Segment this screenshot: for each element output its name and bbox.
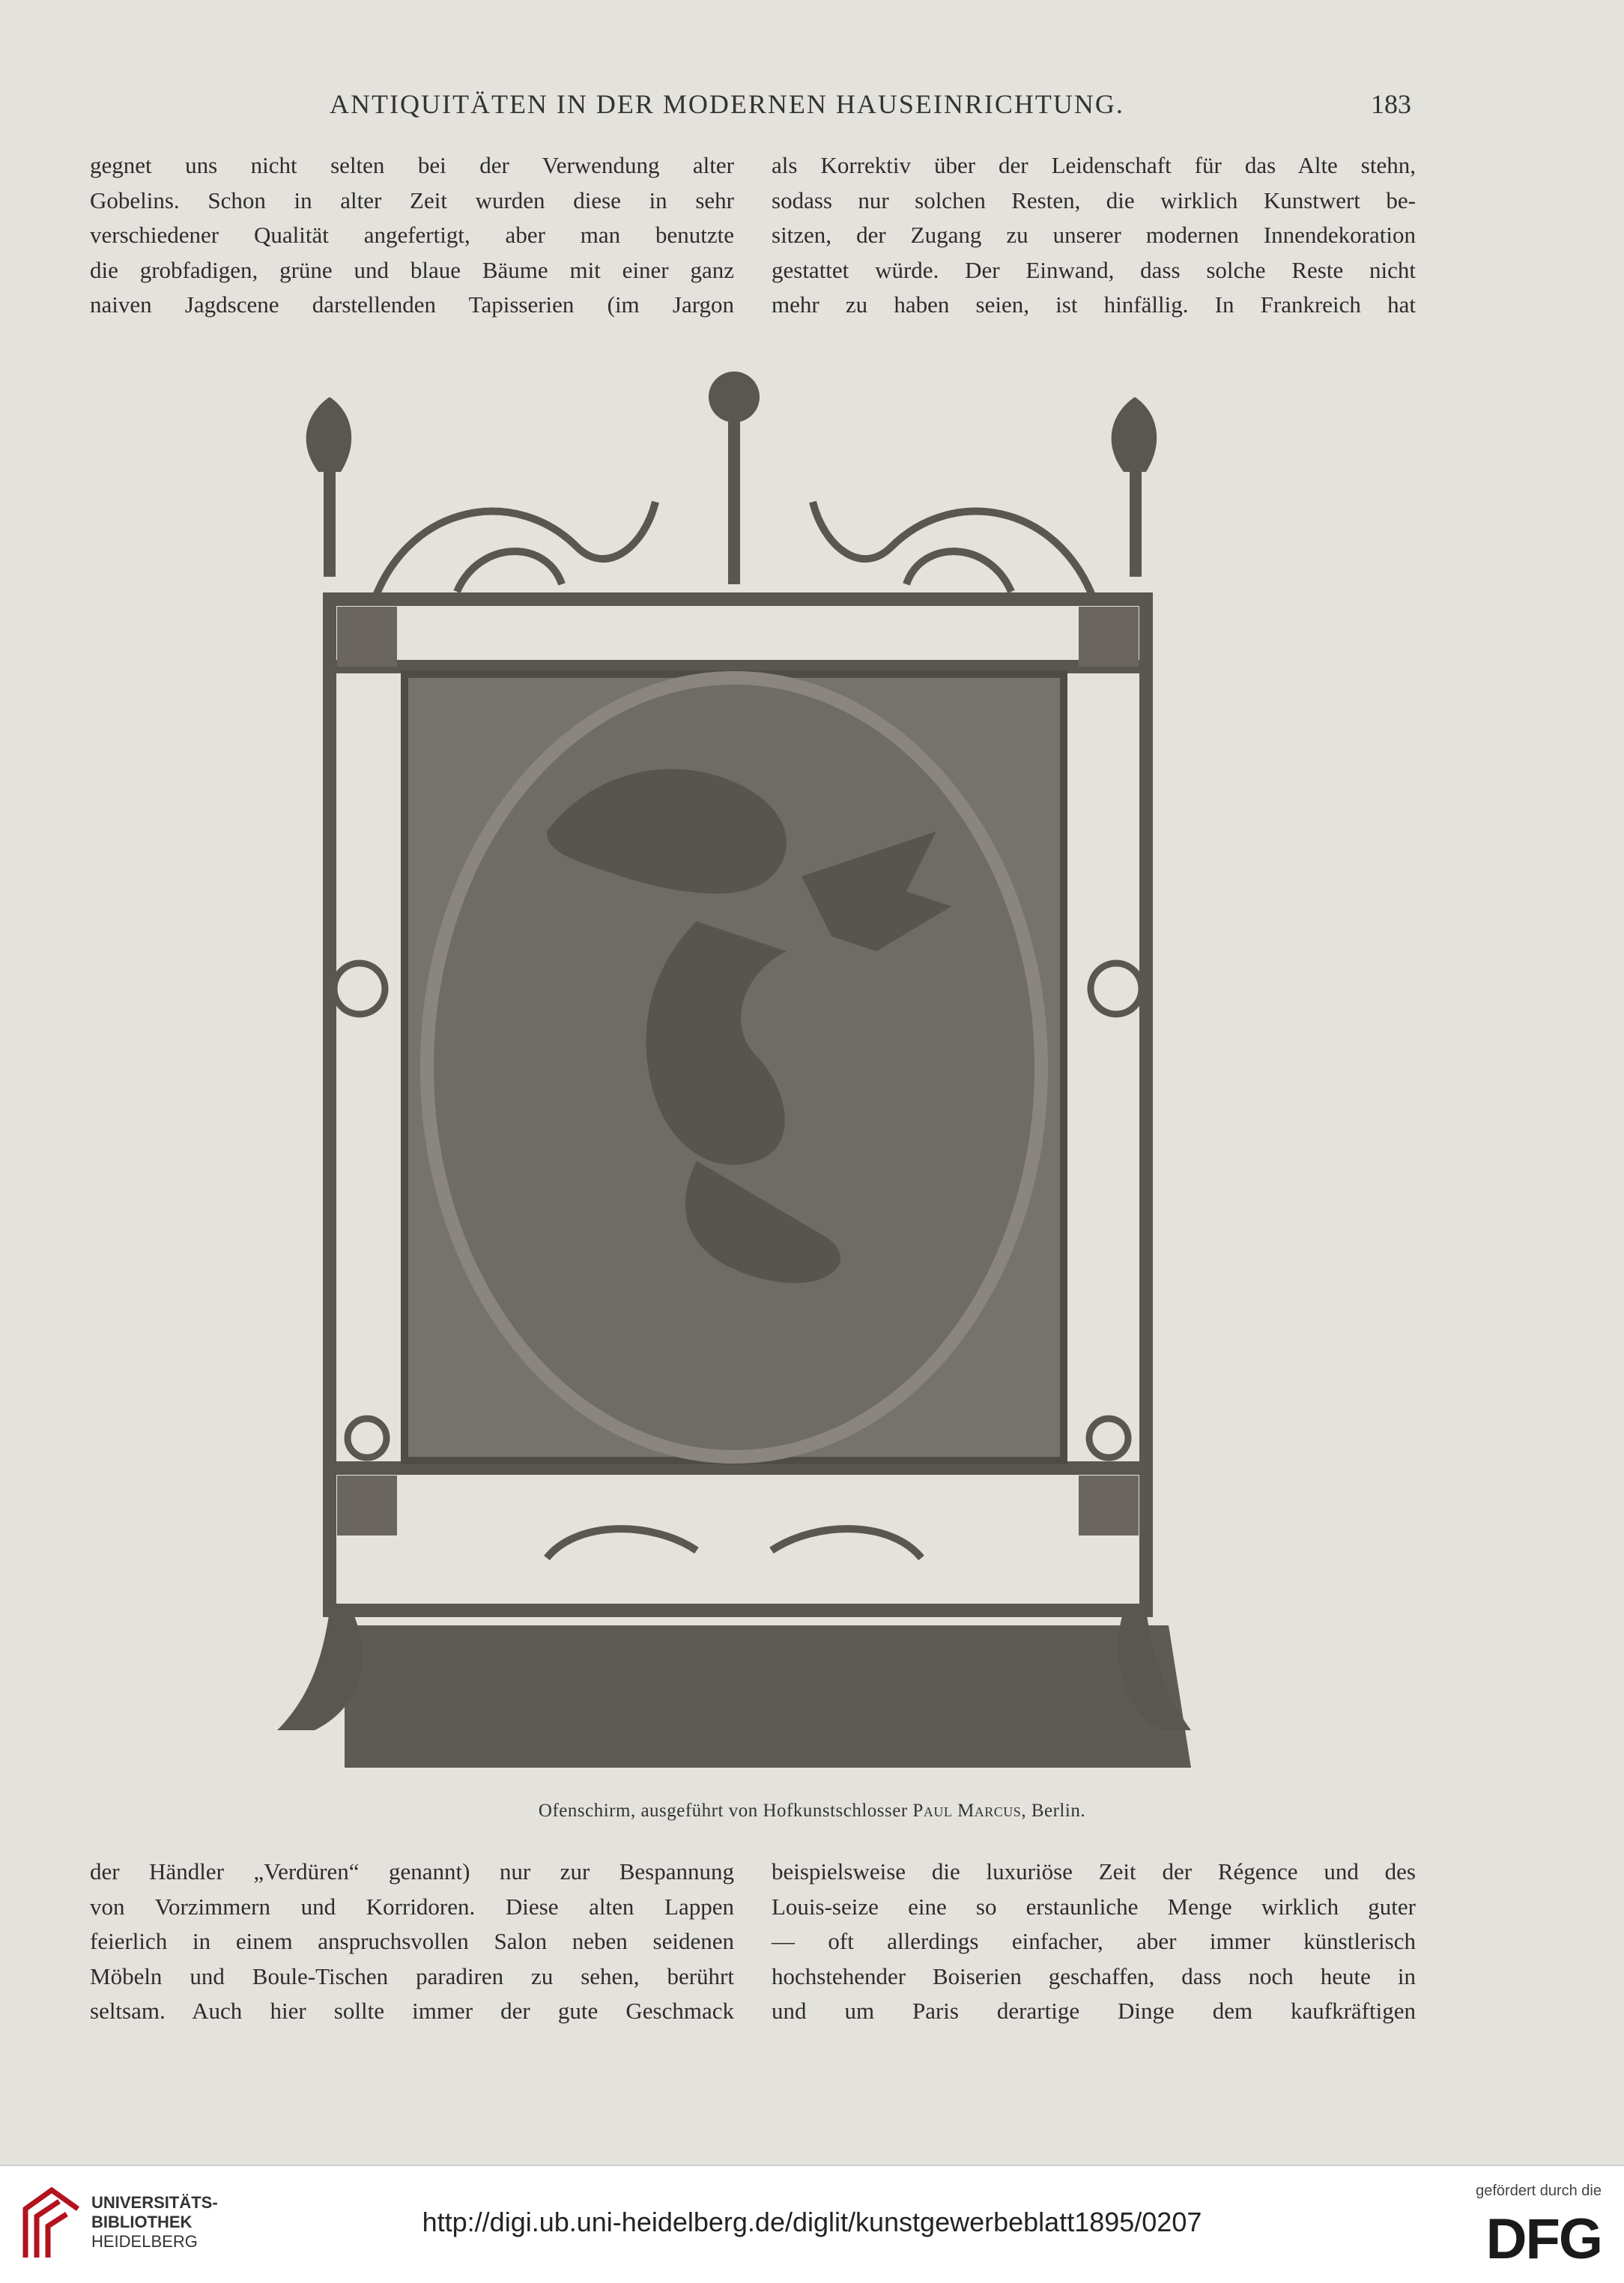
bottom-scrolls <box>547 1529 921 1558</box>
caption-place: , Berlin. <box>1021 1801 1086 1821</box>
text-line: sitzen, der Zugang zu unserer modernen Innendekoration <box>772 222 1416 248</box>
funding-note: gefördert durch die <box>1476 2183 1602 2199</box>
text-line: als Korrektiv über der Leidenschaft für das Alte stehn, <box>772 152 1416 178</box>
library-city: HEIDELBERG <box>91 2232 198 2251</box>
permalink-url[interactable]: http://digi.ub.uni-heidelberg.de/diglit/kunstgewerbeblatt1895/0207 <box>422 2207 1202 2237</box>
text-line: — oft allerdings einfacher, aber immer künstlerisch <box>772 1928 1416 1954</box>
text-column-bottom-left <box>90 1855 734 2029</box>
text-line: gegnet uns nicht selten bei der Verwendung alter <box>90 152 734 178</box>
text-line: hochstehender Boiserien geschaffen, dass noch heute in <box>772 1962 1416 1989</box>
caption-maker-name: Paul Marcus <box>912 1801 1022 1821</box>
text-column-bottom-right <box>772 1855 1416 2029</box>
text-line: die grobfadigen, grüne und blaue Bäume mit einer ganz <box>90 256 734 283</box>
digitization-footer <box>0 2165 1624 2283</box>
finial-left <box>306 397 352 577</box>
crest-rosette <box>709 372 760 422</box>
text-line: seltsam. Auch hier sollte immer der gute Geschmack <box>90 1998 734 2024</box>
text-column-top-right <box>772 148 1416 323</box>
page-number: 183 <box>1371 89 1411 119</box>
library-name-line: BIBLIOTHEK <box>91 2213 193 2231</box>
dfg-logo: DFG <box>1485 2207 1602 2271</box>
floor-shadow <box>345 1625 1191 1768</box>
text-line: Möbeln und Boule-Tischen paradiren zu sehen, berührt <box>90 1962 734 1989</box>
caption-text: Ofenschirm, ausgeführt von Hofkunstschlosser <box>538 1801 913 1821</box>
text-column-top-left <box>90 148 734 323</box>
text-line: von Vorzimmern und Korridoren. Diese alten Lappen <box>90 1893 734 1920</box>
text-line: mehr zu haben seien, ist hinfällig. In Frankreich hat <box>772 291 1416 318</box>
figure-caption <box>0 1801 1624 1822</box>
text-line: naiven Jagdscene darstellenden Tapisserien (im Jargon <box>90 291 734 318</box>
text-line: beispielsweise die luxuriöse Zeit der Régence und des <box>772 1858 1416 1885</box>
text-line: feierlich in einem anspruchsvollen Salon neben seidenen <box>90 1928 734 1954</box>
library-name-line: UNIVERSITÄTS- <box>91 2193 218 2212</box>
text-line: Gobelins. Schon in alter Zeit wurden diese in sehr <box>90 187 734 213</box>
finial-right <box>1112 397 1157 577</box>
text-line: gestattet würde. Der Einwand, dass solche Reste nicht <box>772 256 1416 283</box>
text-line: verschiedener Qualität angefertigt, aber man benutzte <box>90 222 734 248</box>
text-line: sodass nur solchen Resten, die wirklich Kunstwert be- <box>772 187 1416 213</box>
fire-screen-illustration <box>127 352 1191 1768</box>
text-line: Louis-seize eine so erstaunliche Menge wirklich guter <box>772 1893 1416 1920</box>
text-line: der Händler „Verdüren“ genannt) nur zur Bespannung <box>90 1858 734 1885</box>
text-line: und um Paris derartige Dinge dem kaufkräftigen <box>772 1998 1416 2024</box>
running-head: ANTIQUITÄTEN IN DER MODERNEN HAUSEINRICHTUNG. <box>330 89 1124 119</box>
